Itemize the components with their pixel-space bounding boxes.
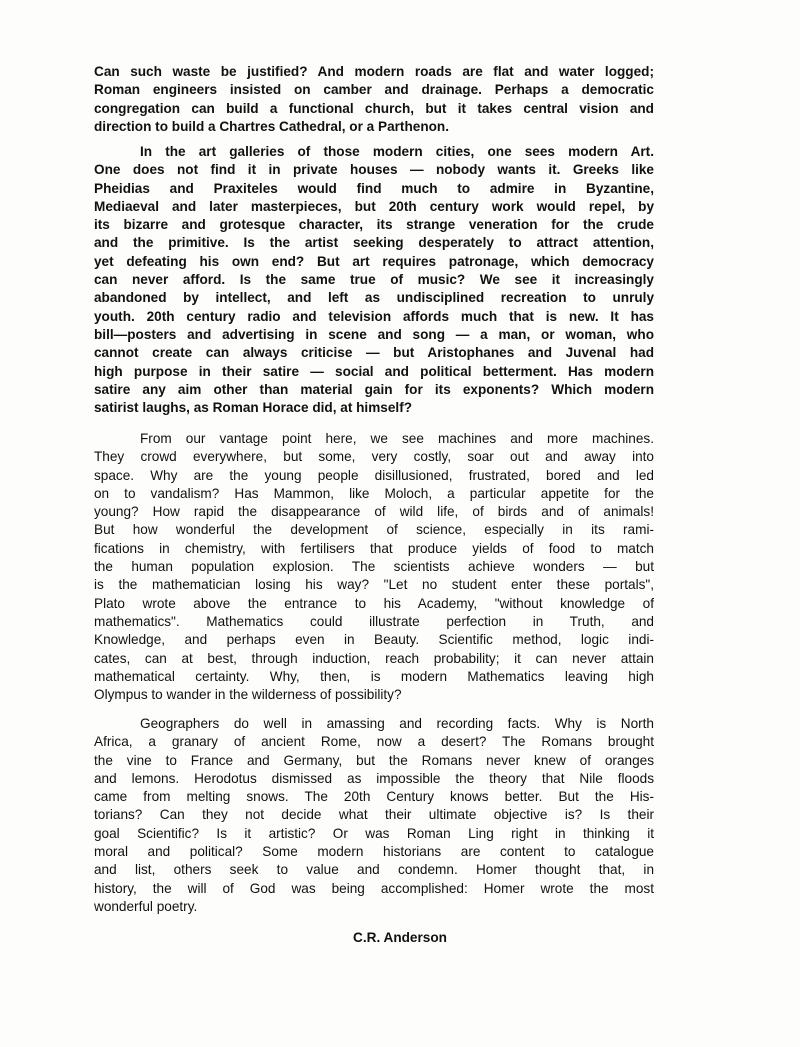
paragraph-line: Can such waste be justified? And modern roads are flat and water logged; (94, 64, 654, 79)
paragraph-line: young? How rapid the disappearance of wild life, of birds and of animals! (94, 504, 654, 520)
paragraph-line: history, the will of God was being accomplished: Homer wrote the most (94, 880, 654, 896)
paragraph-1 (94, 63, 654, 136)
paragraph-line: Olympus to wander in the wilderness of possibility? (94, 687, 402, 703)
paragraph-line: its bizarre and grotesque character, its strange veneration for the crude (94, 217, 654, 233)
paragraph-line: is the mathematician losing his way? "Let no student enter these portals", (94, 577, 654, 593)
paragraph-line: satirist laughs, as Roman Horace did, at himself? (94, 400, 413, 416)
paragraph-line: Knowledge, and perhaps even in Beauty. Scientific method, logic indi- (94, 632, 654, 648)
paragraph-line: In the art galleries of those modern cities, one sees modern Art. (140, 144, 654, 159)
paragraph-line: on to vandalism? Has Mammon, like Moloch, a particular appetite for the (94, 485, 654, 501)
paragraph-line: can never afford. Is the same true of music? We see it increasingly (94, 272, 654, 288)
paragraph-line: mathematical certainty. Why, then, is modern Mathematics leaving high (94, 668, 654, 684)
paragraph-line: and lemons. Herodotus dismissed as impossible the theory that Nile floods (94, 770, 654, 786)
paragraph-line: They crowd everywhere, but some, very costly, soar out and away into (94, 449, 654, 465)
paragraph-line: the human population explosion. The scientists achieve wonders — but (94, 559, 654, 575)
paragraph-line: goal Scientific? Is it artistic? Or was Roman Ling right in thinking it (94, 825, 654, 841)
paragraph-line: bill—posters and advertising in scene and song — a man, or woman, who (94, 326, 654, 342)
paragraph-line: space. Why are the young people disillusioned, frustrated, bored and led (94, 467, 654, 483)
paragraph-line: One does not find it in private houses — nobody wants it. Greeks like (94, 162, 654, 178)
paragraph-line: yet defeating his own end? But art requires patronage, which democracy (94, 253, 654, 269)
paragraph-line: Mediaeval and later masterpieces, but 20th century work would repel, by (94, 198, 654, 214)
author-signature: C.R. Anderson (353, 930, 447, 945)
paragraph-line: the vine to France and Germany, but the Romans never knew of oranges (94, 752, 654, 768)
paragraph-line: Africa, a granary of ancient Rome, now a desert? The Romans brought (94, 734, 654, 750)
paragraph-line: fications in chemistry, with fertilisers that produce yields of food to match (94, 540, 654, 556)
paragraph-line: From our vantage point here, we see machines and more machines. (140, 431, 654, 446)
paragraph-line: high purpose in their satire — social and political betterment. Has modern (94, 363, 654, 379)
paragraph-line: direction to build a Chartres Cathedral, or a Parthenon. (94, 118, 450, 134)
paragraph-2 (94, 143, 654, 417)
paragraph-line: torians? Can they not decide what their ultimate objective is? Is their (94, 807, 654, 823)
paragraph-line: moral and political? Some modern historians are content to catalogue (94, 844, 654, 860)
paragraph-line: Roman engineers insisted on camber and drainage. Perhaps a democratic (94, 82, 654, 98)
paragraph-line: Pheidias and Praxiteles would find much to admire in Byzantine, (94, 180, 654, 196)
paragraph-line: Geographers do well in amassing and recording facts. Why is North (140, 716, 654, 731)
paragraph-line: satire any aim other than material gain for its exponents? Which modern (94, 381, 654, 397)
paragraph-line: cannot create can always criticise — but Aristophanes and Juvenal had (94, 345, 654, 361)
paragraph-line: came from melting snows. The 20th Century knows better. But the His- (94, 789, 654, 805)
paragraph-line: and list, others seek to value and condemn. Homer thought that, in (94, 862, 654, 878)
paragraph-line: congregation can build a functional church, but it takes central vision and (94, 100, 654, 116)
paragraph-4 (94, 715, 654, 916)
paragraph-line: Plato wrote above the entrance to his Academy, "without knowledge of (94, 595, 654, 611)
paragraph-line: youth. 20th century radio and television affords much that is new. It has (94, 308, 654, 324)
paragraph-3 (94, 430, 654, 704)
paragraph-line: and the primitive. Is the artist seeking desperately to attract attention, (94, 235, 654, 251)
paragraph-line: abandoned by intellect, and left as undisciplined recreation to unruly (94, 290, 654, 306)
paragraph-line: mathematics". Mathematics could illustrate perfection in Truth, and (94, 613, 654, 629)
paragraph-line: But how wonderful the development of science, especially in its rami- (94, 522, 654, 538)
paragraph-line: wonderful poetry. (94, 898, 198, 914)
paragraph-line: cates, can at best, through induction, reach probability; it can never attain (94, 650, 654, 666)
